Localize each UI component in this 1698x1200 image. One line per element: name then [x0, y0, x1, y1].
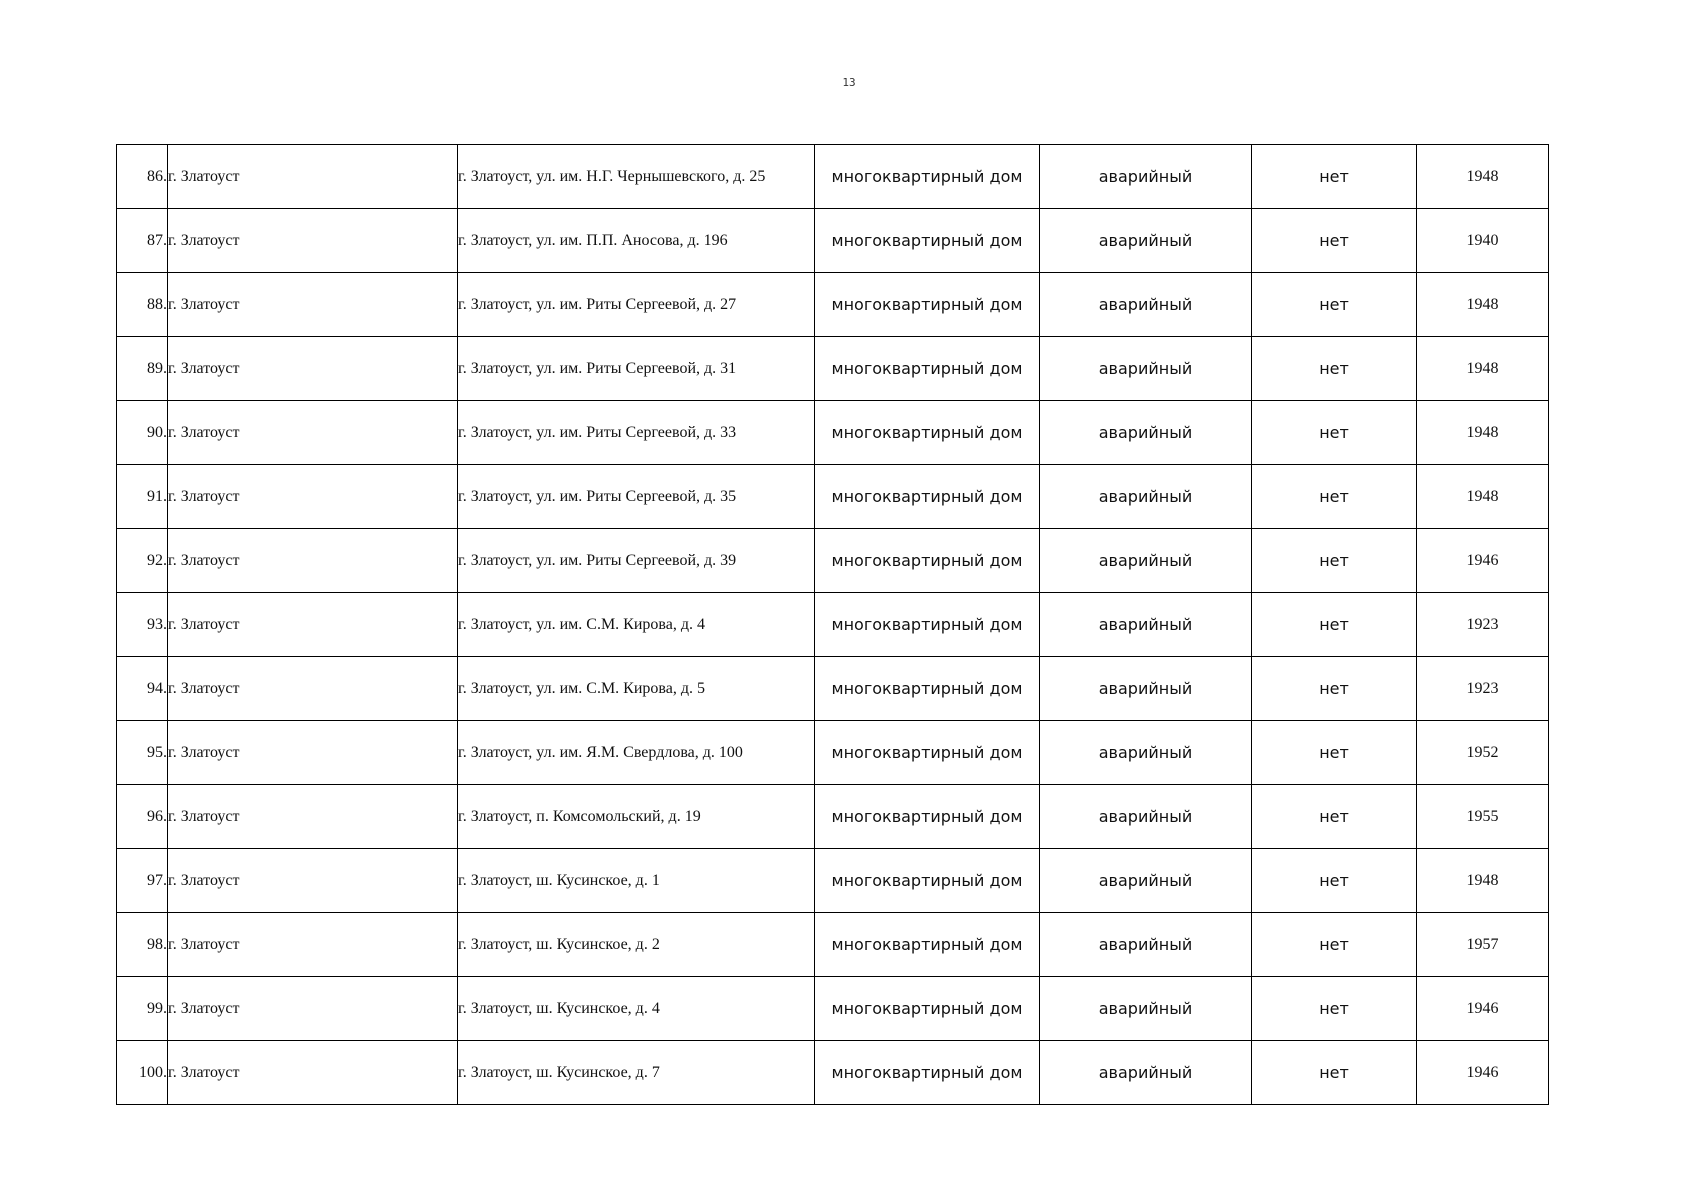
condition-cell: аварийный — [1040, 273, 1252, 337]
flag-cell: нет — [1252, 721, 1417, 785]
building-type-cell: многоквартирный дом — [815, 273, 1040, 337]
condition-cell: аварийный — [1040, 977, 1252, 1041]
table-row — [117, 1041, 1549, 1105]
row-number: 92. — [117, 529, 168, 593]
flag-cell: нет — [1252, 849, 1417, 913]
row-number: 91. — [117, 465, 168, 529]
row-number: 98. — [117, 913, 168, 977]
table-row — [117, 401, 1549, 465]
row-number: 93. — [117, 593, 168, 657]
year-cell: 1946 — [1417, 1041, 1549, 1105]
year-cell: 1948 — [1417, 337, 1549, 401]
year-cell: 1946 — [1417, 529, 1549, 593]
condition-cell: аварийный — [1040, 1041, 1252, 1105]
address-cell: г. Златоуст, ул. им. Н.Г. Чернышевского, д. 25 — [458, 145, 815, 209]
flag-cell: нет — [1252, 209, 1417, 273]
row-number: 96. — [117, 785, 168, 849]
flag-cell: нет — [1252, 401, 1417, 465]
row-number: 100. — [117, 1041, 168, 1105]
year-cell: 1923 — [1417, 593, 1549, 657]
address-cell: г. Златоуст, ш. Кусинское, д. 4 — [458, 977, 815, 1041]
table-row — [117, 913, 1549, 977]
row-number: 88. — [117, 273, 168, 337]
flag-cell: нет — [1252, 273, 1417, 337]
condition-cell: аварийный — [1040, 209, 1252, 273]
row-number: 87. — [117, 209, 168, 273]
flag-cell: нет — [1252, 337, 1417, 401]
flag-cell: нет — [1252, 1041, 1417, 1105]
address-cell: г. Златоуст, ул. им. Риты Сергеевой, д. 39 — [458, 529, 815, 593]
city-cell: г. Златоуст — [168, 209, 458, 273]
flag-cell: нет — [1252, 657, 1417, 721]
building-type-cell: многоквартирный дом — [815, 849, 1040, 913]
address-cell: г. Златоуст, ул. им. Риты Сергеевой, д. 31 — [458, 337, 815, 401]
building-type-cell: многоквартирный дом — [815, 209, 1040, 273]
address-cell: г. Златоуст, ул. им. С.М. Кирова, д. 5 — [458, 657, 815, 721]
building-type-cell: многоквартирный дом — [815, 593, 1040, 657]
city-cell: г. Златоуст — [168, 273, 458, 337]
address-cell: г. Златоуст, ул. им. П.П. Аносова, д. 196 — [458, 209, 815, 273]
city-cell: г. Златоуст — [168, 657, 458, 721]
year-cell: 1948 — [1417, 401, 1549, 465]
row-number: 86. — [117, 145, 168, 209]
flag-cell: нет — [1252, 785, 1417, 849]
row-number: 95. — [117, 721, 168, 785]
table-row — [117, 977, 1549, 1041]
flag-cell: нет — [1252, 465, 1417, 529]
city-cell: г. Златоуст — [168, 977, 458, 1041]
address-cell: г. Златоуст, ш. Кусинское, д. 1 — [458, 849, 815, 913]
flag-cell: нет — [1252, 913, 1417, 977]
city-cell: г. Златоуст — [168, 529, 458, 593]
table-row — [117, 209, 1549, 273]
row-number: 89. — [117, 337, 168, 401]
row-number: 90. — [117, 401, 168, 465]
flag-cell: нет — [1252, 977, 1417, 1041]
address-cell: г. Златоуст, ул. им. Я.М. Свердлова, д. 100 — [458, 721, 815, 785]
year-cell: 1946 — [1417, 977, 1549, 1041]
table-row — [117, 593, 1549, 657]
address-cell: г. Златоуст, п. Комсомольский, д. 19 — [458, 785, 815, 849]
table-row — [117, 145, 1549, 209]
city-cell: г. Златоуст — [168, 337, 458, 401]
table-row — [117, 337, 1549, 401]
table-row — [117, 721, 1549, 785]
city-cell: г. Златоуст — [168, 785, 458, 849]
city-cell: г. Златоуст — [168, 913, 458, 977]
building-type-cell: многоквартирный дом — [815, 529, 1040, 593]
city-cell: г. Златоуст — [168, 145, 458, 209]
condition-cell: аварийный — [1040, 593, 1252, 657]
row-number: 97. — [117, 849, 168, 913]
flag-cell: нет — [1252, 529, 1417, 593]
city-cell: г. Златоуст — [168, 1041, 458, 1105]
condition-cell: аварийный — [1040, 913, 1252, 977]
flag-cell: нет — [1252, 593, 1417, 657]
building-type-cell: многоквартирный дом — [815, 785, 1040, 849]
condition-cell: аварийный — [1040, 529, 1252, 593]
condition-cell: аварийный — [1040, 145, 1252, 209]
address-cell: г. Златоуст, ш. Кусинское, д. 2 — [458, 913, 815, 977]
table-row — [117, 657, 1549, 721]
year-cell: 1940 — [1417, 209, 1549, 273]
address-cell: г. Златоуст, ул. им. Риты Сергеевой, д. 27 — [458, 273, 815, 337]
year-cell: 1948 — [1417, 273, 1549, 337]
building-type-cell: многоквартирный дом — [815, 1041, 1040, 1105]
address-cell: г. Златоуст, ул. им. Риты Сергеевой, д. 35 — [458, 465, 815, 529]
city-cell: г. Златоуст — [168, 849, 458, 913]
condition-cell: аварийный — [1040, 657, 1252, 721]
table-body — [117, 145, 1549, 1105]
page-number: 13 — [842, 76, 856, 89]
building-type-cell: многоквартирный дом — [815, 401, 1040, 465]
year-cell: 1948 — [1417, 465, 1549, 529]
condition-cell: аварийный — [1040, 401, 1252, 465]
address-cell: г. Златоуст, ул. им. С.М. Кирова, д. 4 — [458, 593, 815, 657]
address-cell: г. Златоуст, ш. Кусинское, д. 7 — [458, 1041, 815, 1105]
city-cell: г. Златоуст — [168, 465, 458, 529]
address-cell: г. Златоуст, ул. им. Риты Сергеевой, д. 33 — [458, 401, 815, 465]
table-row — [117, 849, 1549, 913]
building-type-cell: многоквартирный дом — [815, 465, 1040, 529]
building-type-cell: многоквартирный дом — [815, 977, 1040, 1041]
building-type-cell: многоквартирный дом — [815, 337, 1040, 401]
table-row — [117, 273, 1549, 337]
condition-cell: аварийный — [1040, 337, 1252, 401]
city-cell: г. Златоуст — [168, 593, 458, 657]
row-number: 94. — [117, 657, 168, 721]
condition-cell: аварийный — [1040, 465, 1252, 529]
year-cell: 1948 — [1417, 849, 1549, 913]
table-row — [117, 529, 1549, 593]
building-type-cell: многоквартирный дом — [815, 657, 1040, 721]
flag-cell: нет — [1252, 145, 1417, 209]
building-type-cell: многоквартирный дом — [815, 913, 1040, 977]
year-cell: 1957 — [1417, 913, 1549, 977]
building-type-cell: многоквартирный дом — [815, 145, 1040, 209]
city-cell: г. Златоуст — [168, 401, 458, 465]
condition-cell: аварийный — [1040, 785, 1252, 849]
year-cell: 1923 — [1417, 657, 1549, 721]
table-row — [117, 785, 1549, 849]
condition-cell: аварийный — [1040, 721, 1252, 785]
year-cell: 1955 — [1417, 785, 1549, 849]
year-cell: 1952 — [1417, 721, 1549, 785]
row-number: 99. — [117, 977, 168, 1041]
building-type-cell: многоквартирный дом — [815, 721, 1040, 785]
condition-cell: аварийный — [1040, 849, 1252, 913]
city-cell: г. Златоуст — [168, 721, 458, 785]
housing-registry-table — [116, 144, 1549, 1105]
table-row — [117, 465, 1549, 529]
year-cell: 1948 — [1417, 145, 1549, 209]
